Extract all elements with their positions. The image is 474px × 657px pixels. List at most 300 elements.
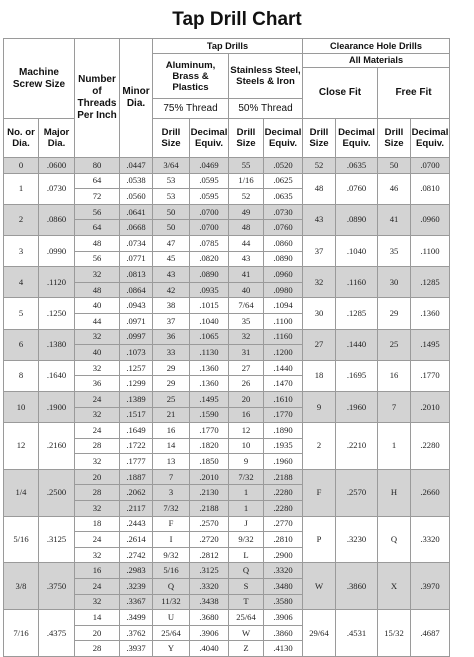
- table-row: [4, 173, 450, 189]
- minor-dia-cell: .3762: [120, 625, 153, 641]
- tap75-drill-size-cell: 47: [153, 235, 190, 251]
- minor-dia-cell: .1649: [120, 423, 153, 439]
- tap50-decimal-cell: .1935: [264, 438, 303, 454]
- chart-title: Tap Drill Chart: [172, 9, 302, 30]
- tap50-drill-size-cell: 52: [229, 189, 264, 205]
- free-fit-decimal-cell: .0810: [411, 173, 450, 204]
- table-row: [4, 360, 450, 376]
- close-fit-decimal-cell: .4531: [336, 610, 378, 657]
- tap75-drill-size-cell: Y: [153, 641, 190, 657]
- tap75-drill-size-cell: 42: [153, 282, 190, 298]
- minor-dia-cell: .2117: [120, 501, 153, 517]
- free-fit-decimal-cell: .3320: [411, 516, 450, 563]
- tap75-drill-size-cell: 43: [153, 267, 190, 283]
- threads-per-inch-cell: 32: [75, 547, 120, 563]
- close-fit-decimal-cell: .3860: [336, 563, 378, 610]
- close-fit-drill-cell: 52: [303, 158, 336, 174]
- machine-screw-size-header: Machine Screw Size: [4, 39, 75, 119]
- close-fit-drill-cell: 32: [303, 267, 336, 298]
- minor-dia-cell: .1257: [120, 360, 153, 376]
- free-fit-decimal-cell: .2010: [411, 391, 450, 422]
- tap50-decimal-cell: .1470: [264, 376, 303, 392]
- minor-dia-cell: .3239: [120, 579, 153, 595]
- free-fit-decimal-cell: .0960: [411, 204, 450, 235]
- threads-per-inch-cell: 20: [75, 625, 120, 641]
- tap75-decimal-cell: .0469: [190, 158, 229, 174]
- tap75-decimal-cell: .2812: [190, 547, 229, 563]
- free-fit-drill-cell: 1: [378, 423, 411, 470]
- table-row: [4, 563, 450, 579]
- tap50-drill-size-cell: T: [229, 594, 264, 610]
- minor-dia-cell: .0668: [120, 220, 153, 236]
- threads-per-inch-cell: 24: [75, 391, 120, 407]
- tap50-drill-size-cell: 35: [229, 313, 264, 329]
- major-dia-cell: .3125: [39, 516, 75, 563]
- screw-size-cell: 5: [4, 298, 39, 329]
- tap75-decimal-cell: .1820: [190, 438, 229, 454]
- minor-dia-cell: .0971: [120, 313, 153, 329]
- tap50-drill-size-cell: 31: [229, 345, 264, 361]
- tap75-decimal-cell: .0595: [190, 173, 229, 189]
- tap50-decimal-cell: .0635: [264, 189, 303, 205]
- clearance-hole-drills-header: Clearance Hole Drills: [303, 39, 450, 54]
- free-fit-decimal-cell: .0700: [411, 158, 450, 174]
- tap75-drill-size-cell: 5/16: [153, 563, 190, 579]
- tap50-drill-size-cell: 49: [229, 204, 264, 220]
- no-or-dia-header: No. or Dia.: [4, 119, 39, 158]
- minor-dia-cell: .2983: [120, 563, 153, 579]
- tap75-drill-size-cell: 36: [153, 329, 190, 345]
- tap50-decimal-cell: .3320: [264, 563, 303, 579]
- minor-dia-cell: .1073: [120, 345, 153, 361]
- free-fit-drill-cell: 7: [378, 391, 411, 422]
- tap-drill-table: [3, 38, 450, 657]
- minor-dia-cell: .2062: [120, 485, 153, 501]
- minor-dia-cell: .3367: [120, 594, 153, 610]
- minor-dia-cell: .2443: [120, 516, 153, 532]
- all-materials-header: All Materials: [303, 54, 450, 68]
- table-row: [4, 267, 450, 283]
- tap50-drill-size-cell: 55: [229, 158, 264, 174]
- tap75-decimal-cell: .1850: [190, 454, 229, 470]
- tap50-decimal-cell: .0625: [264, 173, 303, 189]
- free-fit-decimal-cell: .1495: [411, 329, 450, 360]
- screw-size-cell: 12: [4, 423, 39, 470]
- free-fit-drill-cell: H: [378, 469, 411, 516]
- close-fit-decimal-cell: .2210: [336, 423, 378, 470]
- tap50-drill-size-cell: 44: [229, 235, 264, 251]
- threads-per-inch-cell: 48: [75, 235, 120, 251]
- tap75-decimal-cell: .2010: [190, 469, 229, 485]
- tap50-decimal-cell: .2810: [264, 532, 303, 548]
- thread-50-header: 50% Thread: [229, 99, 303, 119]
- major-dia-cell: .0600: [39, 158, 75, 174]
- threads-per-inch-cell: 20: [75, 469, 120, 485]
- minor-dia-cell: .0813: [120, 267, 153, 283]
- major-dia-header: Major Dia.: [39, 119, 75, 158]
- major-dia-cell: .0860: [39, 204, 75, 235]
- tap50-decimal-cell: .1094: [264, 298, 303, 314]
- major-dia-cell: .0990: [39, 235, 75, 266]
- tap75-drill-size-cell: 9/32: [153, 547, 190, 563]
- free-fit-drill-cell: 50: [378, 158, 411, 174]
- threads-per-inch-cell: 40: [75, 345, 120, 361]
- threads-per-inch-cell: 24: [75, 423, 120, 439]
- close-fit-drill-cell: 48: [303, 173, 336, 204]
- tap75-drill-size-cell: 3: [153, 485, 190, 501]
- free-fit-drill-cell: 16: [378, 360, 411, 391]
- threads-per-inch-cell: 32: [75, 329, 120, 345]
- tap75-drill-size-cell: 53: [153, 189, 190, 205]
- tap75-decimal-cell: .1360: [190, 360, 229, 376]
- tap50-decimal-cell: .1160: [264, 329, 303, 345]
- chart-body: [4, 158, 450, 657]
- major-dia-cell: .1900: [39, 391, 75, 422]
- tap50-drill-size-cell: 1/16: [229, 173, 264, 189]
- tap50-drill-size-cell: 32: [229, 329, 264, 345]
- close-fit-drill-cell: 43: [303, 204, 336, 235]
- threads-per-inch-cell: 18: [75, 516, 120, 532]
- close-fit-drill-cell: F: [303, 469, 336, 516]
- threads-per-inch-cell: 32: [75, 407, 120, 423]
- free-fit-decimal-cell: .2280: [411, 423, 450, 470]
- free-fit-drill-cell: 15/32: [378, 610, 411, 657]
- tap50-decimal-cell: .2770: [264, 516, 303, 532]
- close-fit-decimal-cell: .1440: [336, 329, 378, 360]
- minor-dia-cell: .2614: [120, 532, 153, 548]
- table-row: [4, 298, 450, 314]
- free-fit-decimal-cell: .2660: [411, 469, 450, 516]
- tap75-drill-size-cell: 50: [153, 204, 190, 220]
- tap75-decimal-cell: .0785: [190, 235, 229, 251]
- tap75-drill-size-cell: 3/64: [153, 158, 190, 174]
- tap50-decimal-cell: .4130: [264, 641, 303, 657]
- free-fit-decimal-cell: .4687: [411, 610, 450, 657]
- free-fit-drill-cell: X: [378, 563, 411, 610]
- major-dia-cell: .0730: [39, 173, 75, 204]
- tap50-drill-size-cell: 20: [229, 391, 264, 407]
- tap75-decimal-cell: .1040: [190, 313, 229, 329]
- tap50-decimal-cell: .3580: [264, 594, 303, 610]
- close-fit-drill-cell: 9: [303, 391, 336, 422]
- threads-per-inch-cell: 80: [75, 158, 120, 174]
- screw-size-cell: 3: [4, 235, 39, 266]
- major-dia-cell: .2500: [39, 469, 75, 516]
- table-row: [4, 391, 450, 407]
- free-fit-drill-cell: 25: [378, 329, 411, 360]
- tap50-decimal-cell: .1960: [264, 454, 303, 470]
- major-dia-cell: .1250: [39, 298, 75, 329]
- minor-dia-cell: .1777: [120, 454, 153, 470]
- tap50-drill-size-cell: 9: [229, 454, 264, 470]
- tap50-drill-size-cell: Z: [229, 641, 264, 657]
- threads-per-inch-cell: 56: [75, 204, 120, 220]
- minor-dia-header: Minor Dia.: [120, 39, 153, 158]
- threads-per-inch-cell: 32: [75, 360, 120, 376]
- tap50-drill-size-cell: 9/32: [229, 532, 264, 548]
- tap50-drill-size-cell: W: [229, 625, 264, 641]
- decimal-equiv-header: Decimal Equiv.: [411, 119, 450, 158]
- threads-per-inch-cell: 32: [75, 501, 120, 517]
- threads-per-inch-cell: 48: [75, 282, 120, 298]
- tap50-drill-size-cell: 7/64: [229, 298, 264, 314]
- tap75-decimal-cell: .0890: [190, 267, 229, 283]
- tap75-drill-size-cell: 29: [153, 360, 190, 376]
- drill-size-header: Drill Size: [229, 119, 264, 158]
- threads-per-inch-cell: 16: [75, 563, 120, 579]
- tap75-decimal-cell: .2720: [190, 532, 229, 548]
- table-row: [4, 235, 450, 251]
- tap50-decimal-cell: .2280: [264, 501, 303, 517]
- tap50-decimal-cell: .1100: [264, 313, 303, 329]
- tap75-drill-size-cell: 25: [153, 391, 190, 407]
- tap75-drill-size-cell: 14: [153, 438, 190, 454]
- close-fit-decimal-cell: .3230: [336, 516, 378, 563]
- tap50-decimal-cell: .1610: [264, 391, 303, 407]
- tap50-decimal-cell: .0520: [264, 158, 303, 174]
- threads-per-inch-cell: 40: [75, 298, 120, 314]
- tap75-drill-size-cell: 7/32: [153, 501, 190, 517]
- screw-size-cell: 10: [4, 391, 39, 422]
- close-fit-drill-cell: 27: [303, 329, 336, 360]
- tap75-decimal-cell: .1065: [190, 329, 229, 345]
- tap50-decimal-cell: .2188: [264, 469, 303, 485]
- tap50-decimal-cell: .0730: [264, 204, 303, 220]
- tap50-drill-size-cell: Q: [229, 563, 264, 579]
- minor-dia-cell: .1722: [120, 438, 153, 454]
- minor-dia-cell: .1299: [120, 376, 153, 392]
- free-fit-drill-cell: 46: [378, 173, 411, 204]
- table-row: [4, 158, 450, 174]
- threads-per-inch-cell: 44: [75, 313, 120, 329]
- tap50-decimal-cell: .0960: [264, 267, 303, 283]
- minor-dia-cell: .0943: [120, 298, 153, 314]
- tap50-drill-size-cell: 41: [229, 267, 264, 283]
- minor-dia-cell: .2742: [120, 547, 153, 563]
- screw-size-cell: 5/16: [4, 516, 39, 563]
- minor-dia-cell: .0864: [120, 282, 153, 298]
- tap75-decimal-cell: .4040: [190, 641, 229, 657]
- close-fit-decimal-cell: .0760: [336, 173, 378, 204]
- tap75-drill-size-cell: 50: [153, 220, 190, 236]
- close-fit-drill-cell: 30: [303, 298, 336, 329]
- free-fit-drill-cell: 29: [378, 298, 411, 329]
- aluminum-brass-plastics-header: Aluminum, Brass & Plastics: [153, 54, 229, 99]
- threads-per-inch-cell: 28: [75, 485, 120, 501]
- tap50-decimal-cell: .0890: [264, 251, 303, 267]
- tap75-drill-size-cell: 53: [153, 173, 190, 189]
- tap75-decimal-cell: .2130: [190, 485, 229, 501]
- tap50-drill-size-cell: 48: [229, 220, 264, 236]
- screw-size-cell: 1/4: [4, 469, 39, 516]
- tap75-drill-size-cell: 29: [153, 376, 190, 392]
- free-fit-drill-cell: 35: [378, 235, 411, 266]
- tap75-decimal-cell: .3680: [190, 610, 229, 626]
- screw-size-cell: 1: [4, 173, 39, 204]
- free-fit-header: Free Fit: [378, 68, 450, 119]
- tap75-decimal-cell: .0820: [190, 251, 229, 267]
- tap50-decimal-cell: .2900: [264, 547, 303, 563]
- minor-dia-cell: .0560: [120, 189, 153, 205]
- threads-per-inch-cell: 24: [75, 532, 120, 548]
- table-row: [4, 329, 450, 345]
- minor-dia-cell: .0997: [120, 329, 153, 345]
- close-fit-decimal-cell: .1960: [336, 391, 378, 422]
- threads-per-inch-cell: 24: [75, 579, 120, 595]
- tap75-drill-size-cell: 38: [153, 298, 190, 314]
- tap50-drill-size-cell: L: [229, 547, 264, 563]
- tap75-decimal-cell: .1495: [190, 391, 229, 407]
- tap50-decimal-cell: .0860: [264, 235, 303, 251]
- tap75-decimal-cell: .1015: [190, 298, 229, 314]
- threads-per-inch-cell: 72: [75, 189, 120, 205]
- screw-size-cell: 7/16: [4, 610, 39, 657]
- free-fit-decimal-cell: .3970: [411, 563, 450, 610]
- drill-size-header: Drill Size: [153, 119, 190, 158]
- tap75-drill-size-cell: 11/32: [153, 594, 190, 610]
- tap50-drill-size-cell: 25/64: [229, 610, 264, 626]
- tap75-decimal-cell: .1590: [190, 407, 229, 423]
- table-row: [4, 204, 450, 220]
- free-fit-decimal-cell: .1100: [411, 235, 450, 266]
- thread-75-header: 75% Thread: [153, 99, 229, 119]
- tap50-drill-size-cell: 7/32: [229, 469, 264, 485]
- tap75-drill-size-cell: F: [153, 516, 190, 532]
- close-fit-drill-cell: W: [303, 563, 336, 610]
- screw-size-cell: 8: [4, 360, 39, 391]
- free-fit-decimal-cell: .1285: [411, 267, 450, 298]
- tap75-drill-size-cell: 16: [153, 423, 190, 439]
- close-fit-decimal-cell: .1285: [336, 298, 378, 329]
- tap75-drill-size-cell: 7: [153, 469, 190, 485]
- tap50-decimal-cell: .1440: [264, 360, 303, 376]
- tap50-decimal-cell: .0980: [264, 282, 303, 298]
- close-fit-drill-cell: 18: [303, 360, 336, 391]
- tap50-drill-size-cell: 43: [229, 251, 264, 267]
- tap50-drill-size-cell: 1: [229, 501, 264, 517]
- stainless-steels-iron-header: Stainless Steel, Steels & Iron: [229, 54, 303, 99]
- drill-size-header: Drill Size: [303, 119, 336, 158]
- free-fit-decimal-cell: .1360: [411, 298, 450, 329]
- drill-size-header: Drill Size: [378, 119, 411, 158]
- tap50-decimal-cell: .3906: [264, 610, 303, 626]
- tap75-drill-size-cell: 21: [153, 407, 190, 423]
- minor-dia-cell: .0538: [120, 173, 153, 189]
- screw-size-cell: 2: [4, 204, 39, 235]
- tap50-decimal-cell: .1890: [264, 423, 303, 439]
- tap75-decimal-cell: .1360: [190, 376, 229, 392]
- threads-per-inch-cell: 64: [75, 220, 120, 236]
- tap-drills-header: Tap Drills: [153, 39, 303, 54]
- decimal-equiv-header: Decimal Equiv.: [336, 119, 378, 158]
- minor-dia-cell: .3937: [120, 641, 153, 657]
- tap75-drill-size-cell: Q: [153, 579, 190, 595]
- threads-per-inch-cell: 28: [75, 438, 120, 454]
- tap75-drill-size-cell: 13: [153, 454, 190, 470]
- table-row: [4, 516, 450, 532]
- close-fit-drill-cell: 37: [303, 235, 336, 266]
- close-fit-drill-cell: 2: [303, 423, 336, 470]
- tap75-decimal-cell: .0700: [190, 204, 229, 220]
- close-fit-decimal-cell: .1695: [336, 360, 378, 391]
- major-dia-cell: .4375: [39, 610, 75, 657]
- screw-size-cell: 4: [4, 267, 39, 298]
- threads-per-inch-cell: 14: [75, 610, 120, 626]
- close-fit-header: Close Fit: [303, 68, 378, 119]
- tap75-decimal-cell: .2570: [190, 516, 229, 532]
- free-fit-drill-cell: 41: [378, 204, 411, 235]
- threads-per-inch-cell: 56: [75, 251, 120, 267]
- threads-per-inch-cell: 36: [75, 376, 120, 392]
- tap75-decimal-cell: .2188: [190, 501, 229, 517]
- decimal-equiv-header: Decimal Equiv.: [264, 119, 303, 158]
- minor-dia-cell: .1517: [120, 407, 153, 423]
- minor-dia-cell: .0641: [120, 204, 153, 220]
- threads-per-inch-cell: 32: [75, 594, 120, 610]
- tap50-decimal-cell: .1770: [264, 407, 303, 423]
- table-row: [4, 610, 450, 626]
- tap75-decimal-cell: .1130: [190, 345, 229, 361]
- tap50-drill-size-cell: J: [229, 516, 264, 532]
- tap50-drill-size-cell: 40: [229, 282, 264, 298]
- table-row: [4, 423, 450, 439]
- screw-size-cell: 0: [4, 158, 39, 174]
- tap50-decimal-cell: .0760: [264, 220, 303, 236]
- tap50-drill-size-cell: 1: [229, 485, 264, 501]
- tap50-drill-size-cell: 16: [229, 407, 264, 423]
- minor-dia-cell: .0447: [120, 158, 153, 174]
- close-fit-decimal-cell: .0635: [336, 158, 378, 174]
- threads-per-inch-cell: 32: [75, 267, 120, 283]
- tap75-decimal-cell: .3320: [190, 579, 229, 595]
- tap75-decimal-cell: .3125: [190, 563, 229, 579]
- threads-per-inch-cell: 28: [75, 641, 120, 657]
- minor-dia-cell: .0771: [120, 251, 153, 267]
- tap50-drill-size-cell: 10: [229, 438, 264, 454]
- tap50-drill-size-cell: 12: [229, 423, 264, 439]
- tap75-drill-size-cell: 37: [153, 313, 190, 329]
- close-fit-decimal-cell: .1040: [336, 235, 378, 266]
- screw-size-cell: 6: [4, 329, 39, 360]
- tap75-decimal-cell: .0595: [190, 189, 229, 205]
- close-fit-decimal-cell: .0890: [336, 204, 378, 235]
- close-fit-drill-cell: P: [303, 516, 336, 563]
- tap75-decimal-cell: .0935: [190, 282, 229, 298]
- free-fit-decimal-cell: .1770: [411, 360, 450, 391]
- tap75-decimal-cell: .3906: [190, 625, 229, 641]
- tap75-drill-size-cell: I: [153, 532, 190, 548]
- close-fit-drill-cell: 29/64: [303, 610, 336, 657]
- tap50-drill-size-cell: 27: [229, 360, 264, 376]
- tap50-drill-size-cell: 26: [229, 376, 264, 392]
- threads-per-inch-cell: 64: [75, 173, 120, 189]
- minor-dia-cell: .0734: [120, 235, 153, 251]
- tap75-drill-size-cell: 33: [153, 345, 190, 361]
- tap50-decimal-cell: .1200: [264, 345, 303, 361]
- tap75-decimal-cell: .0700: [190, 220, 229, 236]
- major-dia-cell: .2160: [39, 423, 75, 470]
- decimal-equiv-header: Decimal Equiv.: [190, 119, 229, 158]
- major-dia-cell: .3750: [39, 563, 75, 610]
- close-fit-decimal-cell: .1160: [336, 267, 378, 298]
- tap50-decimal-cell: .2280: [264, 485, 303, 501]
- close-fit-decimal-cell: .2570: [336, 469, 378, 516]
- free-fit-drill-cell: Q: [378, 516, 411, 563]
- major-dia-cell: .1120: [39, 267, 75, 298]
- threads-per-inch-cell: 32: [75, 454, 120, 470]
- tap75-decimal-cell: .3438: [190, 594, 229, 610]
- tap50-drill-size-cell: S: [229, 579, 264, 595]
